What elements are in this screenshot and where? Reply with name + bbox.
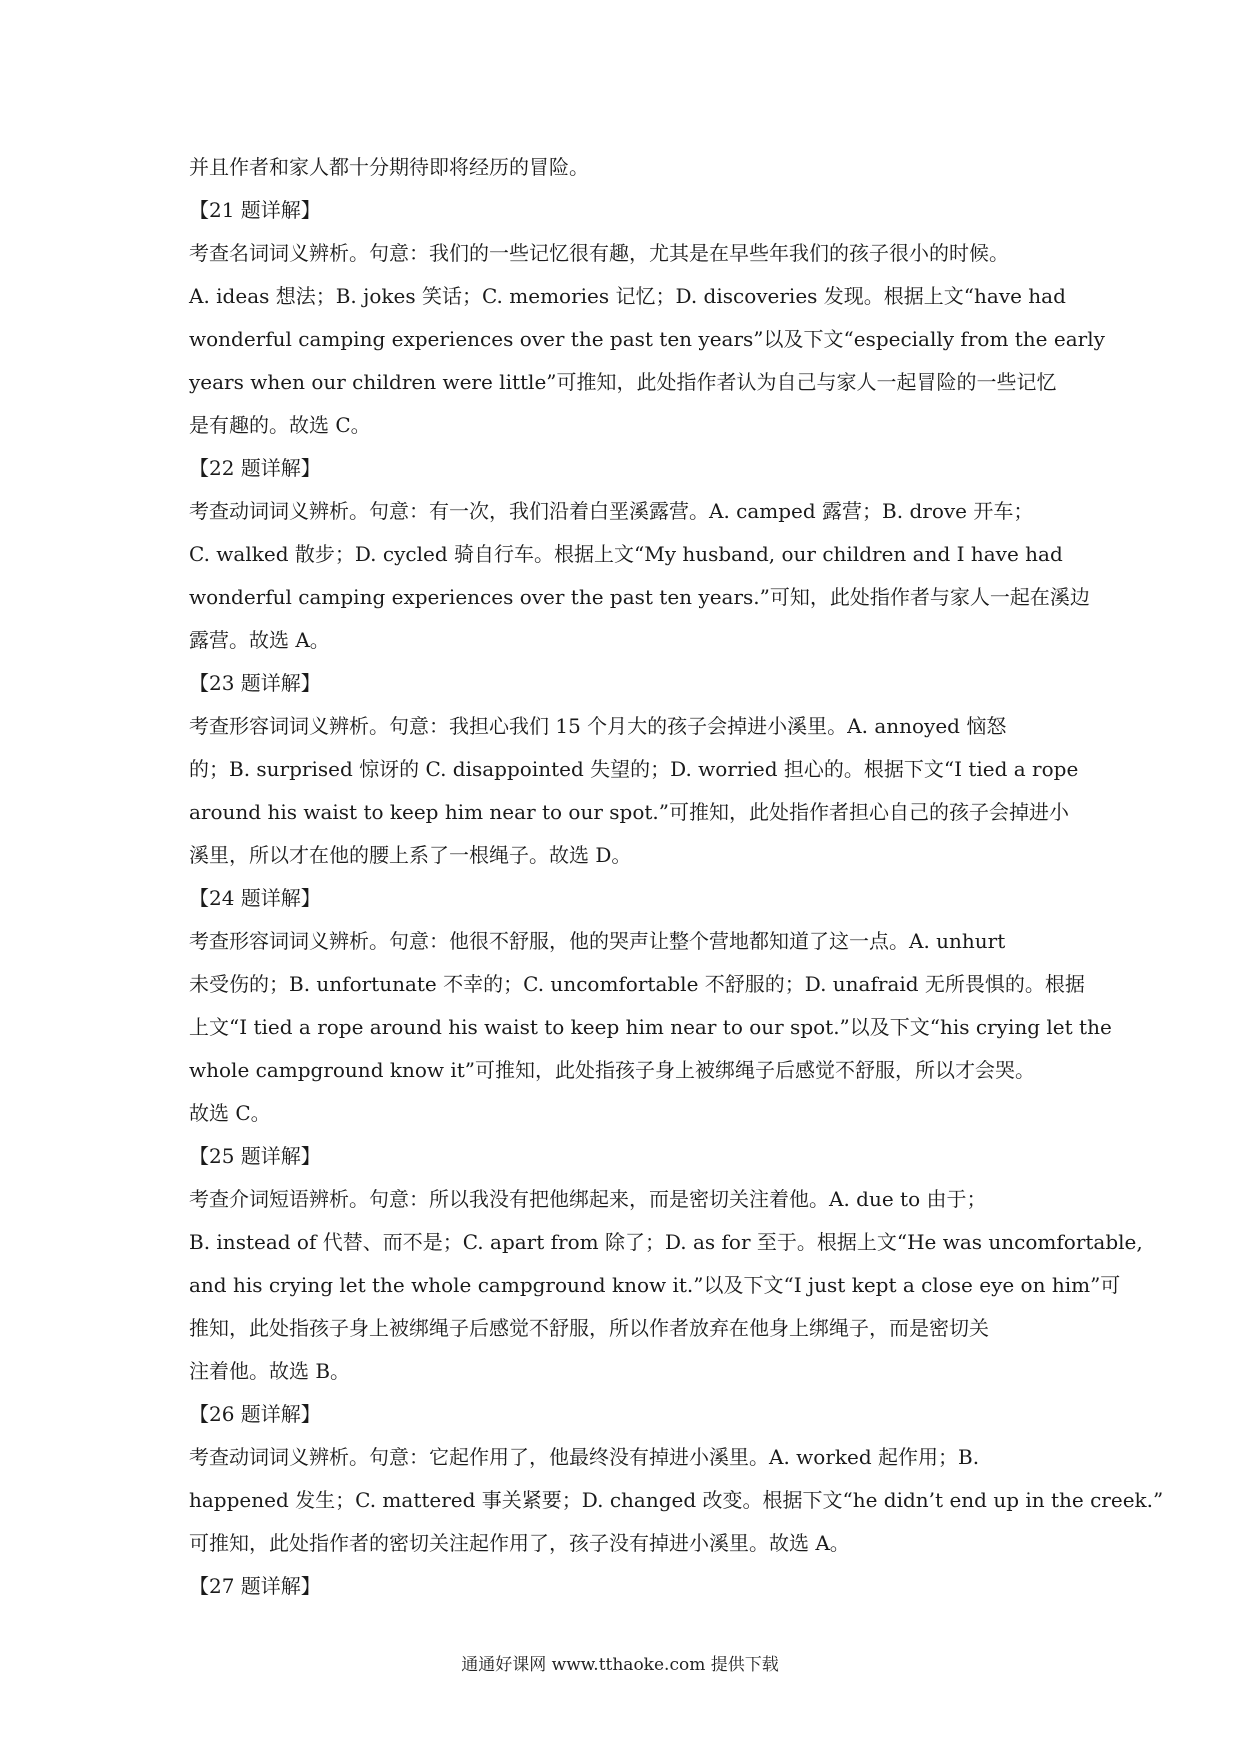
- text-line: around his waist to keep him near to our spot.”可推知，此处指作者担心自己的孩子会掉进小: [189, 800, 1069, 824]
- text-line: 露营。故选 A。: [189, 628, 330, 652]
- section-heading-27: 【27 题详解】: [189, 1574, 321, 1598]
- text-line: 故选 C。: [189, 1101, 271, 1125]
- text-line: 推知，此处指孩子身上被绑绳子后感觉不舒服，所以作者放弃在他身上绑绳子，而是密切关: [189, 1316, 989, 1340]
- text-line: 考查动词词义辨析。句意：有一次，我们沿着白垩溪露营。A. camped 露营；B. drove 开车；: [189, 499, 1034, 523]
- text-line: years when our children were little”可推知，此处指作者认为自己与家人一起冒险的一些记忆: [189, 370, 1057, 394]
- text-line: 溪里，所以才在他的腰上系了一根绳子。故选 D。: [189, 843, 632, 867]
- text-line: A. ideas 想法；B. jokes 笑话；C. memories 记忆；D. discoveries 发现。根据上文“have had: [189, 284, 1066, 308]
- text-line: C. walked 散步；D. cycled 骑自行车。根据上文“My husband, our children and I have had: [189, 542, 1063, 566]
- text-line: 考查动词词义辨析。句意：它起作用了，他最终没有掉进小溪里。A. worked 起作用；B.: [189, 1445, 980, 1469]
- section-heading-21: 【21 题详解】: [189, 198, 321, 222]
- text-line: wonderful camping experiences over the past ten years.”可知，此处指作者与家人一起在溪边: [189, 585, 1090, 609]
- text-line: 考查名词词义辨析。句意：我们的一些记忆很有趣，尤其是在早些年我们的孩子很小的时候。: [189, 241, 1009, 265]
- text-line: wonderful camping experiences over the past ten years”以及下文“especially from the early: [189, 327, 1105, 351]
- page-footer: 通通好课网 www.tthaoke.com 提供下载: [461, 1655, 779, 1675]
- text-line: happened 发生；C. mattered 事关紧要；D. changed 改变。根据下文“he didn’t end up in the creek.”: [189, 1488, 1164, 1512]
- text-line: whole campground know it”可推知，此处指孩子身上被绑绳子后感觉不舒服，所以才会哭。: [189, 1058, 1036, 1082]
- section-heading-22: 【22 题详解】: [189, 456, 321, 480]
- text-line: 是有趣的。故选 C。: [189, 413, 371, 437]
- section-heading-26: 【26 题详解】: [189, 1402, 321, 1426]
- section-heading-25: 【25 题详解】: [189, 1144, 321, 1168]
- text-line: 未受伤的；B. unfortunate 不幸的；C. uncomfortable 不舒服的；D. unafraid 无所畏惧的。根据: [189, 972, 1085, 996]
- text-line: 的；B. surprised 惊讶的 C. disappointed 失望的；D. worried 担心的。根据下文“I tied a rope: [189, 757, 1079, 781]
- text-line: B. instead of 代替、而不是；C. apart from 除了；D. as for 至于。根据上文“He was uncomfortable,: [189, 1230, 1143, 1254]
- text-line: 考查形容词词义辨析。句意：我担心我们 15 个月大的孩子会掉进小溪里。A. annoyed 恼怒: [189, 714, 1007, 738]
- document-body: [189, 146, 1164, 1608]
- text-line: 可推知，此处指作者的密切关注起作用了，孩子没有掉进小溪里。故选 A。: [189, 1531, 850, 1555]
- text-line: 并且作者和家人都十分期待即将经历的冒险。: [189, 155, 589, 179]
- text-line: 考查形容词词义辨析。句意：他很不舒服，他的哭声让整个营地都知道了这一点。A. unhurt: [189, 929, 1006, 953]
- text-line: 考查介词短语辨析。句意：所以我没有把他绑起来，而是密切关注着他。A. due to 由于；: [189, 1187, 987, 1211]
- text-line: 上文“I tied a rope around his waist to keep him near to our spot.”以及下文“his crying let the: [189, 1015, 1112, 1039]
- section-heading-24: 【24 题详解】: [189, 886, 321, 910]
- text-line: and his crying let the whole campground know it.”以及下文“I just kept a close eye on him”可: [189, 1273, 1121, 1297]
- text-line: 注着他。故选 B。: [189, 1359, 351, 1383]
- section-heading-23: 【23 题详解】: [189, 671, 321, 695]
